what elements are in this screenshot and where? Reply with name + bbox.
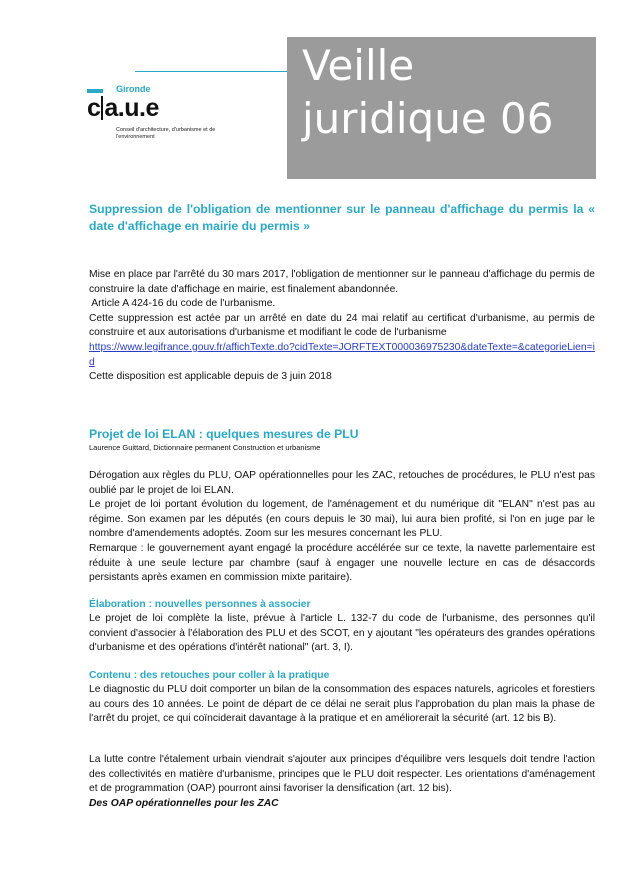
header-rule [135, 71, 287, 72]
section1-p3: Cette suppression est actée par un arrêté en date du 24 mai relatif au certificat d'urbanisme, au permis de construire et aux autorisations d'urbanisme et modifiant le code de l'urbanisme [89, 312, 595, 339]
section1-body [89, 268, 595, 385]
logo-subtitle: Conseil d'architecture, d'urbanisme et de l'environnement [116, 127, 216, 140]
logo-region: Gironde [116, 84, 151, 94]
section2-elaboration [89, 612, 595, 656]
subheading-elaboration: Élaboration : nouvelles personnes à associer [89, 599, 311, 610]
section1-title: Suppression de l'obligation de mentionner sur le panneau d'affichage du permis la « date d'affichage en mairie du permis » [89, 202, 595, 233]
section2-title: Projet de loi ELAN : quelques mesures de PLU [89, 427, 359, 441]
banner-title [302, 39, 553, 145]
section1-p2: Article A 424-16 du code de l'urbanisme. [89, 298, 276, 310]
logo-accent-dash [87, 89, 103, 93]
section2-p2: Le projet de loi portant évolution du logement, de l'aménagement et du numérique dit "ELAN" n'est pas au régime. Son examen par les députés (en cours depuis le 30 mai), lui aura bien profité, si l'on en juge par le nombre d'amendements adoptés. Zoom sur les mesures concernant les PLU. [89, 499, 595, 540]
section2-p1: Dérogation aux règles du PLU, OAP opérationnelles pour les ZAC, retouches de procédures, le PLU n'est pas oublié par le projet de loi ELAN. [89, 470, 595, 496]
section2-intro [89, 469, 595, 586]
section2-p3: Remarque : le gouvernement ayant engagé la procédure accélérée sur ce texte, la navette parlementaire est réduite à une seule lecture par chambre (sauf à engager une nouvelle lecture en cas de désaccords persistants après examen en commission mixte paritaire). [89, 542, 595, 584]
banner-title-line2: juridique 06 [302, 94, 554, 143]
banner-title-line1: Veille [302, 41, 415, 90]
section1-p1: Mise en place par l'arrêté du 30 mars 2017, l'obligation de mentionner sur le panneau d'affichage du permis de construire la date d'affichage en mairie, est finalement abandonnée. [89, 269, 595, 295]
section2-p7: Des OAP opérationnelles pour les ZAC [89, 797, 279, 809]
subheading-contenu: Contenu : des retouches pour coller à la pratique [89, 670, 330, 681]
logo-wordmark [87, 94, 159, 123]
section2-p4: Le projet de loi complète la liste, prévue à l'article L. 132-7 du code de l'urbanisme, des personnes qu'il convient d'associer à l'élaboration des PLU et des SCOT, en y ajoutant "les opérateurs des grandes opérations d'urbanisme et des opérations d'intérêt national" (art. 3, I). [89, 613, 595, 654]
title-banner [287, 37, 596, 179]
section1-p4: Cette disposition est applicable depuis de 3 juin 2018 [89, 371, 332, 383]
legifrance-link[interactable]: https://www.legifrance.gouv.fr/affichTexte.do?cidTexte=JORFTEXT000036975230&dateTexte=&categorieLien=id [89, 341, 595, 368]
section2-etalement [89, 753, 595, 811]
section2-author: Laurence Guittard, Dictionnaire permanent Construction et urbanisme [89, 443, 321, 452]
logo-wordmark-rest: a.u.e [104, 94, 159, 122]
section2-contenu [89, 683, 595, 727]
section2-p6: La lutte contre l'étalement urbain viendrait s'ajouter aux principes d'équilibre vers lesquels doit tendre l'action des collectivités en matière d'urbanisme, principes que le PLU doit respecter. Les orientations d'aménagement et de programmation (OAP) pourront ainsi favoriser la densification (art. 12 bis). [89, 754, 595, 795]
logo-wordmark-c: c [87, 94, 101, 122]
section2-p5: Le diagnostic du PLU doit comporter un bilan de la consommation des espaces naturels, agricoles et forestiers au cours des 10 années. Le point de départ de ce délai ne serait plus l'approbation du plan mais la phase de l'arrêt du projet, ce qui coïnciderait davantage à la pratique et en améliorerait la sécurité (art. 12 bis B). [89, 684, 595, 725]
